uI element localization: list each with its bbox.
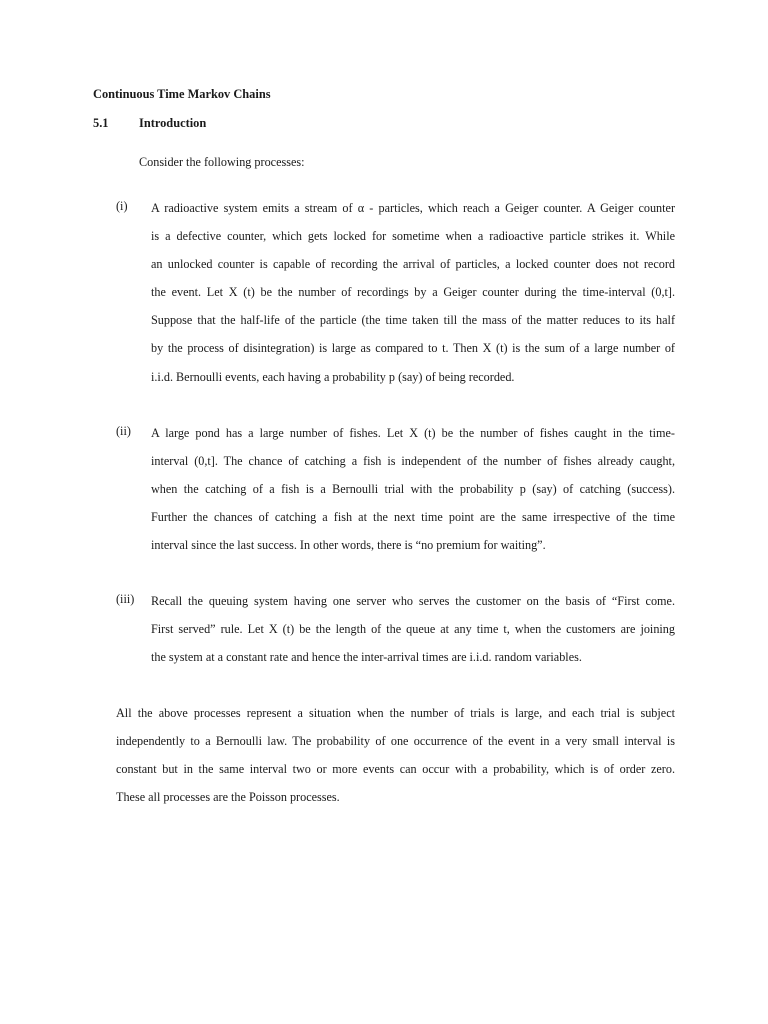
text-line: an unlocked counter is capable of recording the arrival of particles, a locked counter does not record	[151, 257, 675, 272]
text-line: All the above processes represent a situation when the number of trials is large, and each trial is subject	[116, 706, 675, 720]
text-line: interval since the last success. In other words, there is “no premium for waiting”.	[151, 538, 546, 553]
text-line: by the process of disintegration) is large as compared to t. Then X (t) is the sum of a large number of	[151, 341, 675, 356]
text-line: Further the chances of catching a fish at the next time point are the same irrespective of the time	[151, 510, 675, 525]
text-line: i.i.d. Bernoulli events, each having a probability p (say) of being recorded.	[151, 369, 515, 384]
text-line: constant but in the same interval two or more events can occur with a probability, which is of order zero.	[116, 762, 675, 777]
text-line: A large pond has a large number of fishes. Let X (t) be the number of fishes caught in the time-	[151, 426, 675, 440]
text-line: the event. Let X (t) be the number of recordings by a Geiger counter during the time-interval (0,t].	[151, 285, 675, 300]
text-line: interval (0,t]. The chance of catching a fish is independent of the number of fishes already caught,	[151, 454, 675, 469]
document-title: Continuous Time Markov Chains	[93, 87, 271, 101]
list-marker: (i)	[116, 199, 128, 213]
text-line: First served” rule. Let X (t) be the length of the queue at any time t, when the customers are joining	[151, 622, 675, 637]
intro-paragraph: Consider the following processes:	[139, 155, 305, 169]
text-line: the system at a constant rate and hence the inter-arrival times are i.i.d. random variables.	[151, 650, 582, 665]
list-marker: (ii)	[116, 424, 131, 438]
section-number: 5.1	[93, 116, 109, 130]
list-marker: (iii)	[116, 592, 135, 606]
text-line: Suppose that the half-life of the particle (the time taken till the mass of the matter reduces to its half	[151, 313, 675, 328]
section-title: Introduction	[139, 116, 207, 130]
text-line: Recall the queuing system having one server who serves the customer on the basis of “First come.	[151, 594, 675, 608]
text-line: A radioactive system emits a stream of α - particles, which reach a Geiger counter. A Geiger counter	[151, 201, 675, 215]
text-line: independently to a Bernoulli law. The probability of one occurrence of the event in a very small interval is	[116, 734, 675, 749]
list-item-text	[151, 424, 675, 564]
text-line: These all processes are the Poisson processes.	[116, 790, 340, 805]
text-line: is a defective counter, which gets locked for sometime when a radioactive particle strikes it. While	[151, 229, 675, 244]
summary-paragraph	[116, 704, 675, 816]
list-item-text	[151, 592, 675, 676]
list-item-text	[151, 199, 675, 396]
text-line: when the catching of a fish is a Bernoulli trial with the probability p (say) of catching (success).	[151, 482, 675, 497]
